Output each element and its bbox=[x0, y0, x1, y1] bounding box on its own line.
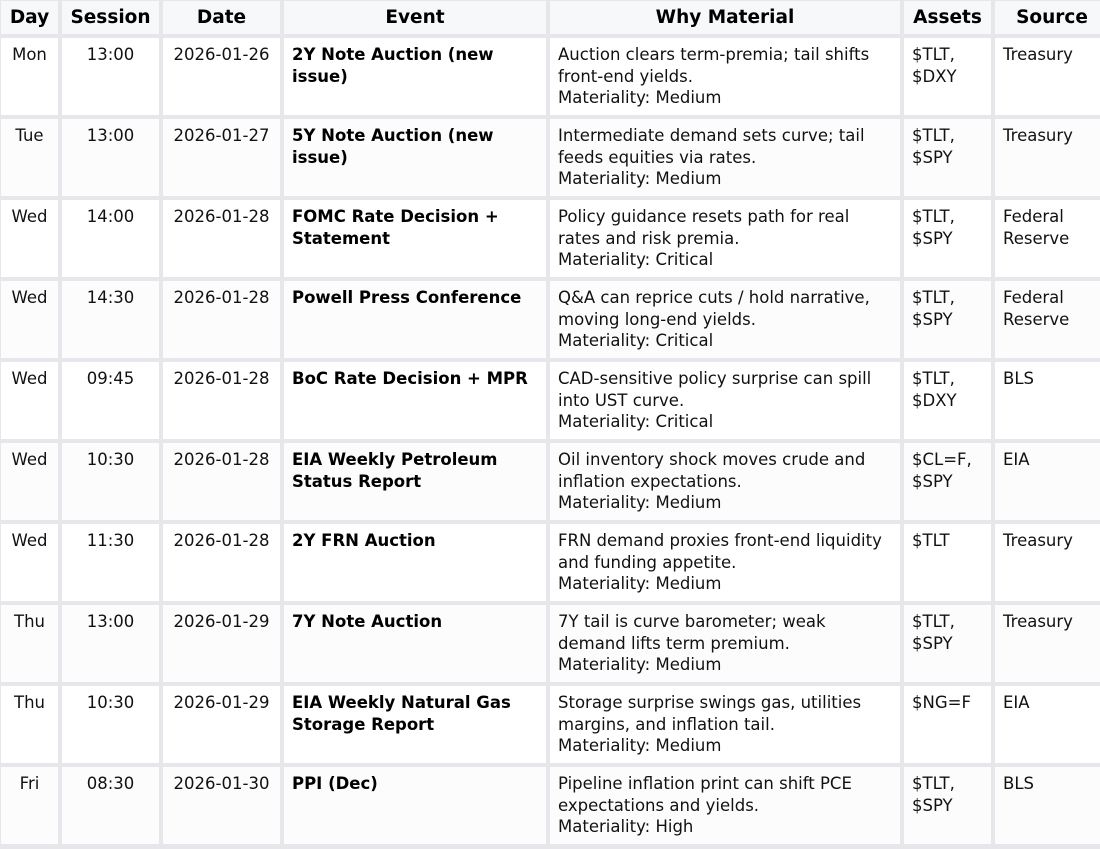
cell-assets: $TLT, $SPY bbox=[904, 119, 991, 196]
cell-event: 7Y Note Auction bbox=[284, 605, 546, 682]
cell-day: Wed bbox=[1, 362, 58, 439]
cell-day: Wed bbox=[1, 443, 58, 520]
cell-assets: $TLT, $SPY bbox=[904, 767, 991, 844]
cell-source: Treasury bbox=[995, 38, 1100, 115]
header-session: Session bbox=[62, 1, 159, 34]
why-text: CAD-sensitive policy surprise can spill into UST curve. bbox=[558, 369, 872, 410]
cell-assets: $TLT, $DXY bbox=[904, 38, 991, 115]
cell-source: EIA bbox=[995, 443, 1100, 520]
cell-date: 2026-01-29 bbox=[163, 605, 280, 682]
cell-day: Fri bbox=[1, 767, 58, 844]
cell-assets: $TLT, $SPY bbox=[904, 605, 991, 682]
cell-why-material bbox=[550, 605, 900, 682]
cell-date: 2026-01-28 bbox=[163, 362, 280, 439]
cell-why-material bbox=[550, 200, 900, 277]
cell-assets: $TLT bbox=[904, 524, 991, 601]
materiality-text: Materiality: Medium bbox=[558, 493, 722, 512]
materiality-text: Materiality: Medium bbox=[558, 88, 722, 107]
cell-source: BLS bbox=[995, 362, 1100, 439]
cell-date: 2026-01-28 bbox=[163, 281, 280, 358]
table-row bbox=[1, 281, 1100, 358]
header-source: Source bbox=[995, 1, 1100, 34]
materiality-text: Materiality: Medium bbox=[558, 655, 722, 674]
materiality-text: Materiality: High bbox=[558, 817, 694, 836]
materiality-text: Materiality: Medium bbox=[558, 574, 722, 593]
cell-why-material bbox=[550, 119, 900, 196]
cell-session: 13:00 bbox=[62, 119, 159, 196]
cell-why-material bbox=[550, 38, 900, 115]
cell-why-material bbox=[550, 524, 900, 601]
cell-session: 09:45 bbox=[62, 362, 159, 439]
cell-date: 2026-01-30 bbox=[163, 767, 280, 844]
cell-event: FOMC Rate Decision + Statement bbox=[284, 200, 546, 277]
cell-event: EIA Weekly Natural Gas Storage Report bbox=[284, 686, 546, 763]
cell-source: Treasury bbox=[995, 605, 1100, 682]
materiality-text: Materiality: Medium bbox=[558, 169, 722, 188]
why-text: Q&A can reprice cuts / hold narrative, moving long-end yields. bbox=[558, 288, 870, 329]
table-row bbox=[1, 443, 1100, 520]
cell-event: 2Y FRN Auction bbox=[284, 524, 546, 601]
table-row bbox=[1, 767, 1100, 844]
cell-source: EIA bbox=[995, 686, 1100, 763]
cell-assets: $TLT, $DXY bbox=[904, 362, 991, 439]
table-row bbox=[1, 605, 1100, 682]
header-date: Date bbox=[163, 1, 280, 34]
cell-session: 10:30 bbox=[62, 686, 159, 763]
cell-why-material bbox=[550, 281, 900, 358]
why-text: 7Y tail is curve barometer; weak demand lifts term premium. bbox=[558, 612, 826, 653]
cell-session: 10:30 bbox=[62, 443, 159, 520]
cell-date: 2026-01-29 bbox=[163, 686, 280, 763]
cell-assets: $TLT, $SPY bbox=[904, 200, 991, 277]
materiality-text: Materiality: Critical bbox=[558, 331, 714, 350]
cell-date: 2026-01-27 bbox=[163, 119, 280, 196]
table-row bbox=[1, 362, 1100, 439]
why-text: Pipeline inflation print can shift PCE expectations and yields. bbox=[558, 774, 852, 815]
cell-day: Wed bbox=[1, 281, 58, 358]
cell-why-material bbox=[550, 443, 900, 520]
cell-date: 2026-01-28 bbox=[163, 443, 280, 520]
header-assets: Assets bbox=[904, 1, 991, 34]
cell-source: Federal Reserve bbox=[995, 281, 1100, 358]
cell-day: Wed bbox=[1, 200, 58, 277]
table-row bbox=[1, 38, 1100, 115]
cell-date: 2026-01-28 bbox=[163, 524, 280, 601]
cell-day: Mon bbox=[1, 38, 58, 115]
cell-event: 5Y Note Auction (new issue) bbox=[284, 119, 546, 196]
why-text: Storage surprise swings gas, utilities margins, and inflation tail. bbox=[558, 693, 862, 734]
table-row bbox=[1, 524, 1100, 601]
cell-why-material bbox=[550, 686, 900, 763]
cell-day: Wed bbox=[1, 524, 58, 601]
header-event: Event bbox=[284, 1, 546, 34]
cell-session: 13:00 bbox=[62, 38, 159, 115]
why-text: Policy guidance resets path for real rates and risk premia. bbox=[558, 207, 850, 248]
cell-date: 2026-01-28 bbox=[163, 200, 280, 277]
cell-day: Thu bbox=[1, 686, 58, 763]
cell-source: Federal Reserve bbox=[995, 200, 1100, 277]
header-row bbox=[1, 1, 1100, 34]
cell-source: Treasury bbox=[995, 524, 1100, 601]
cell-assets: $CL=F, $SPY bbox=[904, 443, 991, 520]
header-day: Day bbox=[1, 1, 58, 34]
cell-event: PPI (Dec) bbox=[284, 767, 546, 844]
why-text: FRN demand proxies front-end liquidity and funding appetite. bbox=[558, 531, 882, 572]
cell-event: 2Y Note Auction (new issue) bbox=[284, 38, 546, 115]
cell-session: 08:30 bbox=[62, 767, 159, 844]
cell-source: Treasury bbox=[995, 119, 1100, 196]
cell-day: Thu bbox=[1, 605, 58, 682]
cell-date: 2026-01-26 bbox=[163, 38, 280, 115]
header-why-material: Why Material bbox=[550, 1, 900, 34]
cell-session: 13:00 bbox=[62, 605, 159, 682]
cell-session: 11:30 bbox=[62, 524, 159, 601]
why-text: Intermediate demand sets curve; tail feeds equities via rates. bbox=[558, 126, 865, 167]
table-row bbox=[1, 686, 1100, 763]
cell-source: BLS bbox=[995, 767, 1100, 844]
cell-assets: $NG=F bbox=[904, 686, 991, 763]
why-text: Auction clears term-premia; tail shifts front-end yields. bbox=[558, 45, 870, 86]
cell-day: Tue bbox=[1, 119, 58, 196]
cell-why-material bbox=[550, 362, 900, 439]
materiality-text: Materiality: Critical bbox=[558, 412, 714, 431]
cell-event: BoC Rate Decision + MPR bbox=[284, 362, 546, 439]
cell-event: EIA Weekly Petroleum Status Report bbox=[284, 443, 546, 520]
cell-assets: $TLT, $SPY bbox=[904, 281, 991, 358]
cell-session: 14:30 bbox=[62, 281, 159, 358]
why-text: Oil inventory shock moves crude and inflation expectations. bbox=[558, 450, 866, 491]
materiality-text: Materiality: Medium bbox=[558, 736, 722, 755]
table-row bbox=[1, 200, 1100, 277]
table-row bbox=[1, 119, 1100, 196]
cell-why-material bbox=[550, 767, 900, 844]
cell-event: Powell Press Conference bbox=[284, 281, 546, 358]
cell-session: 14:00 bbox=[62, 200, 159, 277]
materiality-text: Materiality: Critical bbox=[558, 250, 714, 269]
